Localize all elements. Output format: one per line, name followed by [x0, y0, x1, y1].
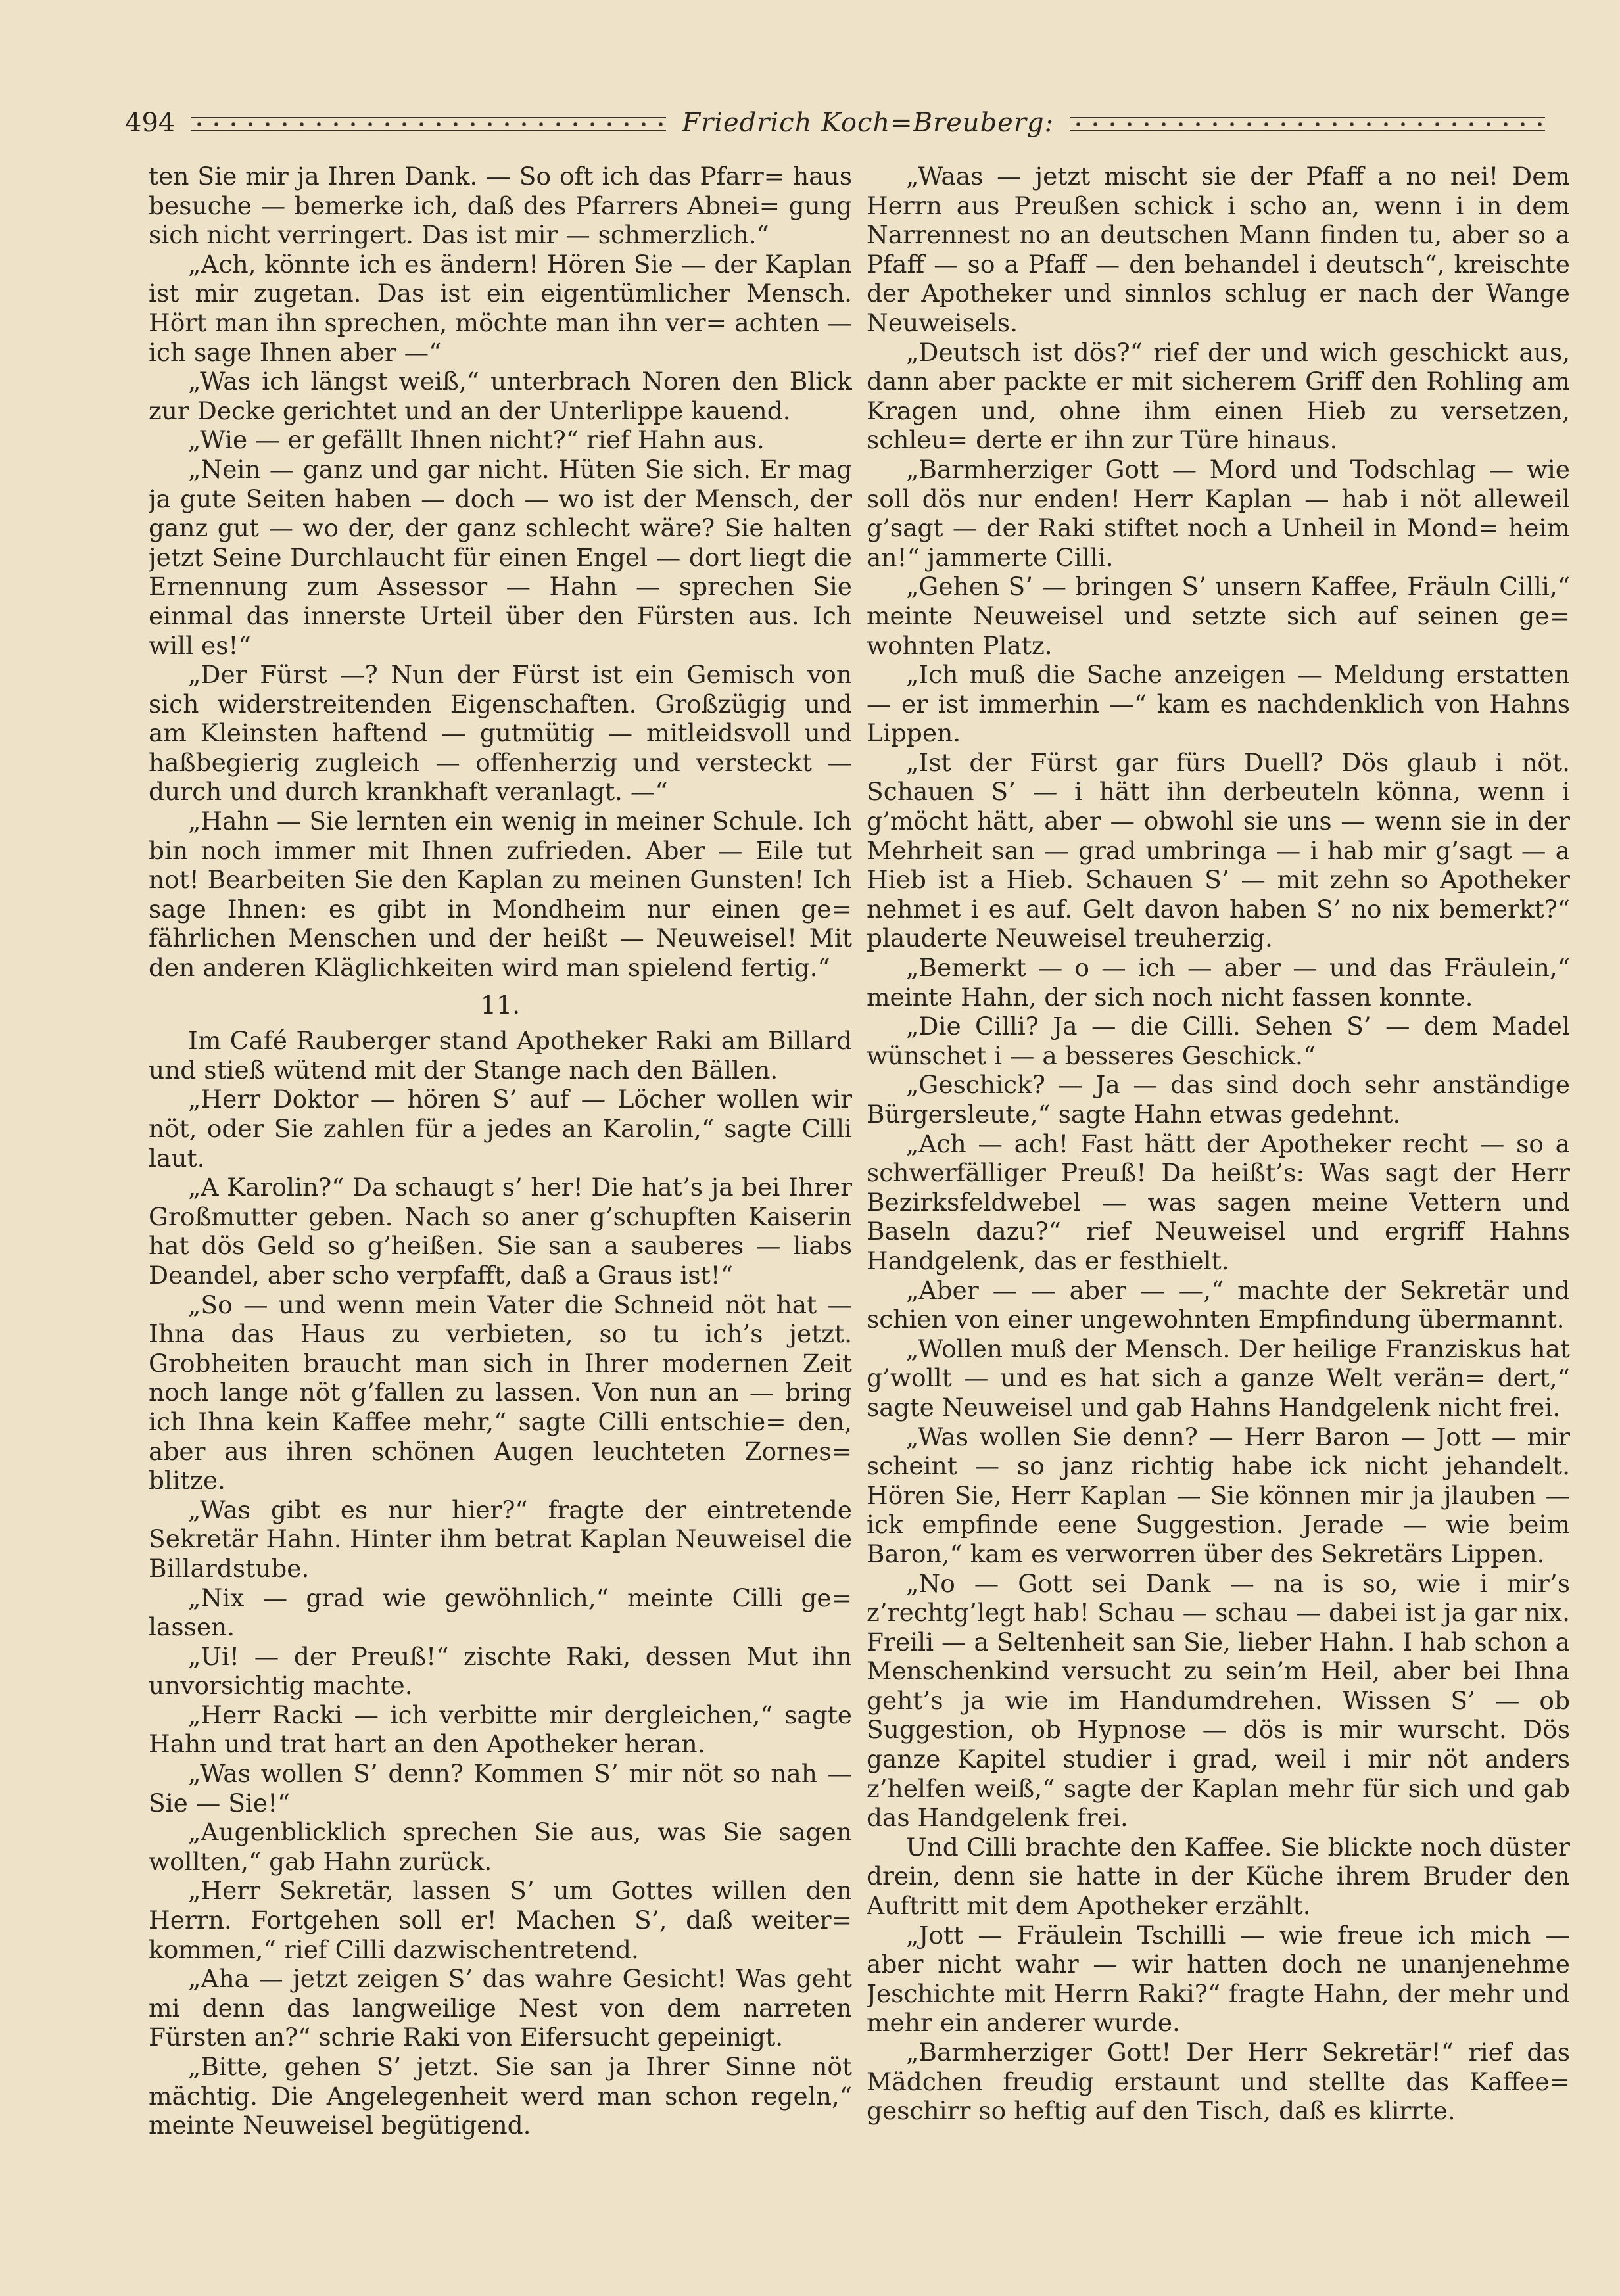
paragraph: „Herr Sekretär, lassen S’ um Gottes willen den Herrn. Fortgehen soll er! Machen S’, daß weiter= kommen,“ rief Cilli dazwischentretend. — [149, 1876, 852, 1964]
paragraph: ten Sie mir ja Ihren Dank. — So oft ich das Pfarr= haus besuche — bemerke ich, daß des Pfarrers Abnei= gung sich nicht verringert. Das ist mir — schmerzlich.“ — [149, 162, 852, 250]
paragraph: „Herr Racki — ich verbitte mir dergleichen,“ sagte Hahn und trat hart an den Apotheker heran. — [149, 1700, 852, 1759]
paragraph: „Bitte, gehen S’ jetzt. Sie san ja Ihrer Sinne nöt mächtig. Die Angelegenheit werd man schon regeln,“ meinte Neuweisel begütigend. — [149, 2052, 852, 2140]
paragraph: „Waas — jetzt mischt sie der Pfaff a no nei! Dem Herrn aus Preußen schick i scho an, wenn i in dem Narrennest no an deutschen Mann finden tu, aber so a Pfaff — so a Pfaff — den behandel i deutsch“, kreischte der Apotheker und sinnlos schlug er nach der Wange Neuweisels. — [867, 162, 1570, 337]
paragraph: „Wollen muß der Mensch. Der heilige Franziskus hat g’wollt — und es hat sich a ganze Welt verän= dert,“ sagte Neuweisel und gab Hahns Handgelenk nicht frei. — [867, 1334, 1570, 1422]
paragraph: „Wie — er gefällt Ihnen nicht?“ rief Hahn aus. — [188, 425, 765, 455]
paragraph: „Ui! — der Preuß!“ zischte Raki, dessen Mut ihn unvorsichtig machte. — [149, 1641, 852, 1700]
right-column — [867, 162, 1570, 2219]
paragraph: „Ach — ach! Fast hätt der Apotheker recht — so a schwerfälliger Preuß! Da heißt’s: Was sagt der Herr Bezirksfeldwebel — was sagen meine Vettern und Baseln dazu?“ rief Neuweisel und ergriff Hahns Handgelenk, das er festhielt. — [867, 1129, 1570, 1275]
paragraph: „Ist der Fürst gar fürs Duell? Dös glaub i nöt. Schauen S’ — i hätt ihn derbeuteln könna, wenn i g’möcht hätt, aber — obwohl sie uns — wenn sie in der Mehrheit san — grad umbringa — i hab mir g’sagt — a Hieb ist a Hieb. Schauen S’ — mit zehn so Apotheker nehmet i es auf. Gelt davon haben S’ no nix bemerkt?“ plauderte Neuweisel treuherzig. — [867, 747, 1570, 953]
left-column — [149, 162, 852, 2219]
paragraph: Im Café Rauberger stand Apotheker Raki am Billard und stieß wütend mit der Stange nach den Bällen. — [149, 1026, 852, 1085]
paragraph: „Ach, könnte ich es ändern! Hören Sie — der Kaplan ist mir zugetan. Das ist ein eigentümlicher Mensch. Hört man ihn sprechen, möchte man ihn ver= achten — ich sage Ihnen aber —“ — [149, 249, 852, 367]
paragraph: „Herr Doktor — hören S’ auf — Löcher wollen wir nöt, oder Sie zahlen für a jedes an Karolin,“ sagte Cilli laut. — [149, 1085, 852, 1173]
paragraph: „Aber — — aber — —,“ machte der Sekretär und schien von einer ungewohnten Empfindung übermannt. — [867, 1275, 1570, 1334]
paragraph: Und Cilli brachte den Kaffee. Sie blickte noch düster drein, denn sie hatte in der Küche ihrem Bruder den Auftritt mit dem Apotheker erzählt. — [867, 1832, 1570, 1921]
paragraph: „Geschick? — Ja — das sind doch sehr anständige Bürgersleute,“ sagte Hahn etwas gedehnt. — [867, 1070, 1570, 1129]
ornament-rule-left — [191, 117, 666, 131]
paragraph: „So — und wenn mein Vater die Schneid nöt hat — Ihna das Haus zu verbieten, so tu ich’s jetzt. Grobheiten braucht man sich in Ihrer modernen Zeit noch lange nöt g’fallen zu lassen. Von nun an — bring ich Ihna kein Kaffee mehr,“ sagte Cilli entschie= den, aber aus ihren schönen Augen leuchteten Zornes= blitze. — [149, 1290, 852, 1495]
paragraph: „Was gibt es nur hier?“ fragte der eintretende Sekretär Hahn. Hinter ihm betrat Kaplan Neuweisel die Billardstube. — [149, 1495, 852, 1583]
paragraph: „Deutsch ist dös?“ rief der und wich geschickt aus, dann aber packte er mit sicherem Griff den Rohling am Kragen und, ohne ihm einen Hieb zu versetzen, schleu= derte er ihn zur Türe hinaus. — [867, 337, 1570, 455]
paragraph: „Was wollen Sie denn? — Herr Baron — Jott — mir scheint — so janz richtig habe ick nicht jehandelt. Hören Sie, Herr Kaplan — Sie können mir ja jlauben — ick empfinde eene Suggestion. Jerade — wie beim Baron,“ kam es verworren über des Sekretärs Lippen. — [867, 1422, 1570, 1568]
paragraph: „Gehen S’ — bringen S’ unsern Kaffee, Fräuln Cilli,“ meinte Neuweisel und setzte sich auf seinen ge= wohnten Platz. — [867, 572, 1570, 660]
paragraph: „Nix — grad wie gewöhnlich,“ meinte Cilli ge= lassen. — [149, 1583, 852, 1642]
paragraph: „Was ich längst weiß,“ unterbrach Noren den Blick zur Decke gerichtet und an der Unterlippe kauend. — [149, 367, 852, 425]
running-title: Friedrich Koch=Breuberg: — [682, 108, 1055, 138]
paragraph: „Ich muß die Sache anzeigen — Meldung erstatten — er ist immerhin —“ kam es nachdenklich von Hahns Lippen. — [867, 660, 1570, 748]
paragraph: „Barmherziger Gott! Der Herr Sekretär!“ rief das Mädchen freudig erstaunt und stellte das Kaffee= geschirr so heftig auf den Tisch, daß es klirrte. — [867, 2038, 1570, 2126]
paragraph: „Barmherziger Gott — Mord und Todschlag — wie soll dös nur enden! Herr Kaplan — hab i nöt alleweil g’sagt — der Raki stiftet noch a Unheil in Mond= heim an!“ jammerte Cilli. — [867, 454, 1570, 572]
paragraph: „Was wollen S’ denn? Kommen S’ mir nöt so nah — Sie — Sie!“ — [149, 1759, 852, 1817]
paragraph: „Der Fürst —? Nun der Fürst ist ein Gemisch von sich widerstreitenden Eigenschaften. Großzügig und am Kleinsten haftend — gutmütig — mitleidsvoll und haßbegierig zugleich — offenherzig und versteckt — durch und durch krankhaft veranlagt. —“ — [149, 660, 852, 807]
section-number: 11. — [480, 990, 521, 1019]
paragraph: „Bemerkt — o — ich — aber — und das Fräulein,“ meinte Hahn, der sich noch nicht fassen konnte. — [867, 953, 1570, 1012]
paragraph: „No — Gott sei Dank — na is so, wie i mir’s z’rechtg’legt hab! Schau — schau — dabei ist ja gar nix. Freili — a Seltenheit san Sie, lieber Hahn. I hab schon a Menschenkind versucht zu sein’m Heil, aber bei Ihna geht’s ja wie im Handumdrehen. Wissen S’ — ob Suggestion, ob Hypnose — dös is mir wurscht. Dös ganze Kapitel studier i grad, weil i mir nöt anders z’helfen weiß,“ sagte der Kaplan mehr für sich und gab das Handgelenk frei. — [867, 1568, 1570, 1833]
paragraph: „Nein — ganz und gar nicht. Hüten Sie sich. Er mag ja gute Seiten haben — doch — wo ist der Mensch, der ganz gut — wo der, der ganz schlecht wäre? Sie halten jetzt Seine Durchlaucht für einen Engel — dort liegt die Ernennung zum Assessor — Hahn — sprechen Sie einmal das innerste Urteil über den Fürsten aus. Ich will es!“ — [149, 454, 852, 660]
paragraph: „Aha — jetzt zeigen S’ das wahre Gesicht! Was geht mi denn das langweilige Nest von dem narreten Fürsten an?“ schrie Raki von Eifersucht gepeinigt. — [149, 1964, 852, 2052]
paragraph: „Augenblicklich sprechen Sie aus, was Sie sagen wollten,“ gab Hahn zurück. — [149, 1817, 852, 1876]
paragraph: „Jott — Fräulein Tschilli — wie freue ich mich — aber nicht wahr — wir hatten doch ne unanjenehme Jeschichte mit Herrn Raki?“ fragte Hahn, der mehr und mehr ein anderer wurde. — [867, 1920, 1570, 2038]
page-header — [125, 99, 1545, 147]
paragraph: „A Karolin?“ Da schaugt s’ her! Die hat’s ja bei Ihrer Großmutter geben. Nach so aner g’schupften Kaiserin hat dös Geld so g’heißen. Sie san a sauberes — liabs Deandel, aber scho verpfafft, daß a Graus ist!“ — [149, 1173, 852, 1290]
page-number: 494 — [125, 108, 176, 138]
paragraph: „Die Cilli? Ja — die Cilli. Sehen S’ — dem Madel wünschet i — a besseres Geschick.“ — [867, 1012, 1570, 1070]
ornament-rule-right — [1070, 117, 1545, 131]
paragraph: „Hahn — Sie lernten ein wenig in meiner Schule. Ich bin noch immer mit Ihnen zufrieden. Aber — Eile tut not! Bearbeiten Sie den Kaplan zu meinen Gunsten! Ich sage Ihnen: es gibt in Mondheim nur einen ge= fährlichen Menschen und der heißt — Neuweisel! Mit den anderen Kläglichkeiten wird man spielend fertig.“ — [149, 807, 852, 983]
